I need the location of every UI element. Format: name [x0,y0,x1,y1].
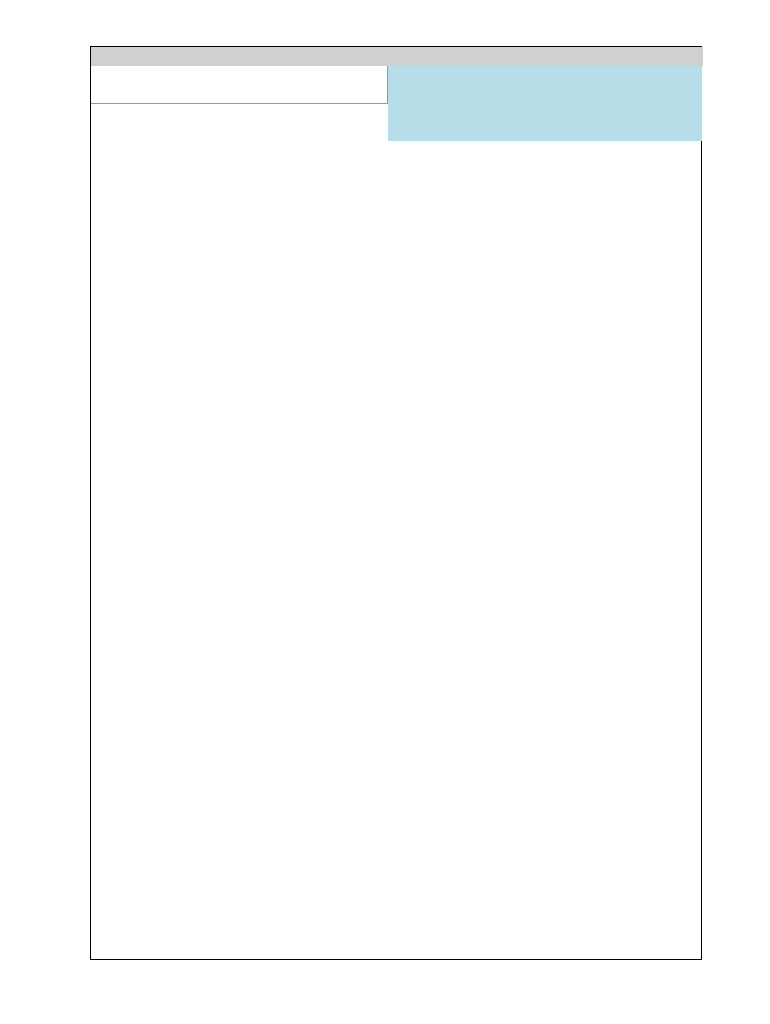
header-title-cell [91,47,388,66]
header-row [91,47,703,66]
roster-sheet [90,46,702,960]
key-note [388,66,702,141]
key-row [91,66,703,141]
